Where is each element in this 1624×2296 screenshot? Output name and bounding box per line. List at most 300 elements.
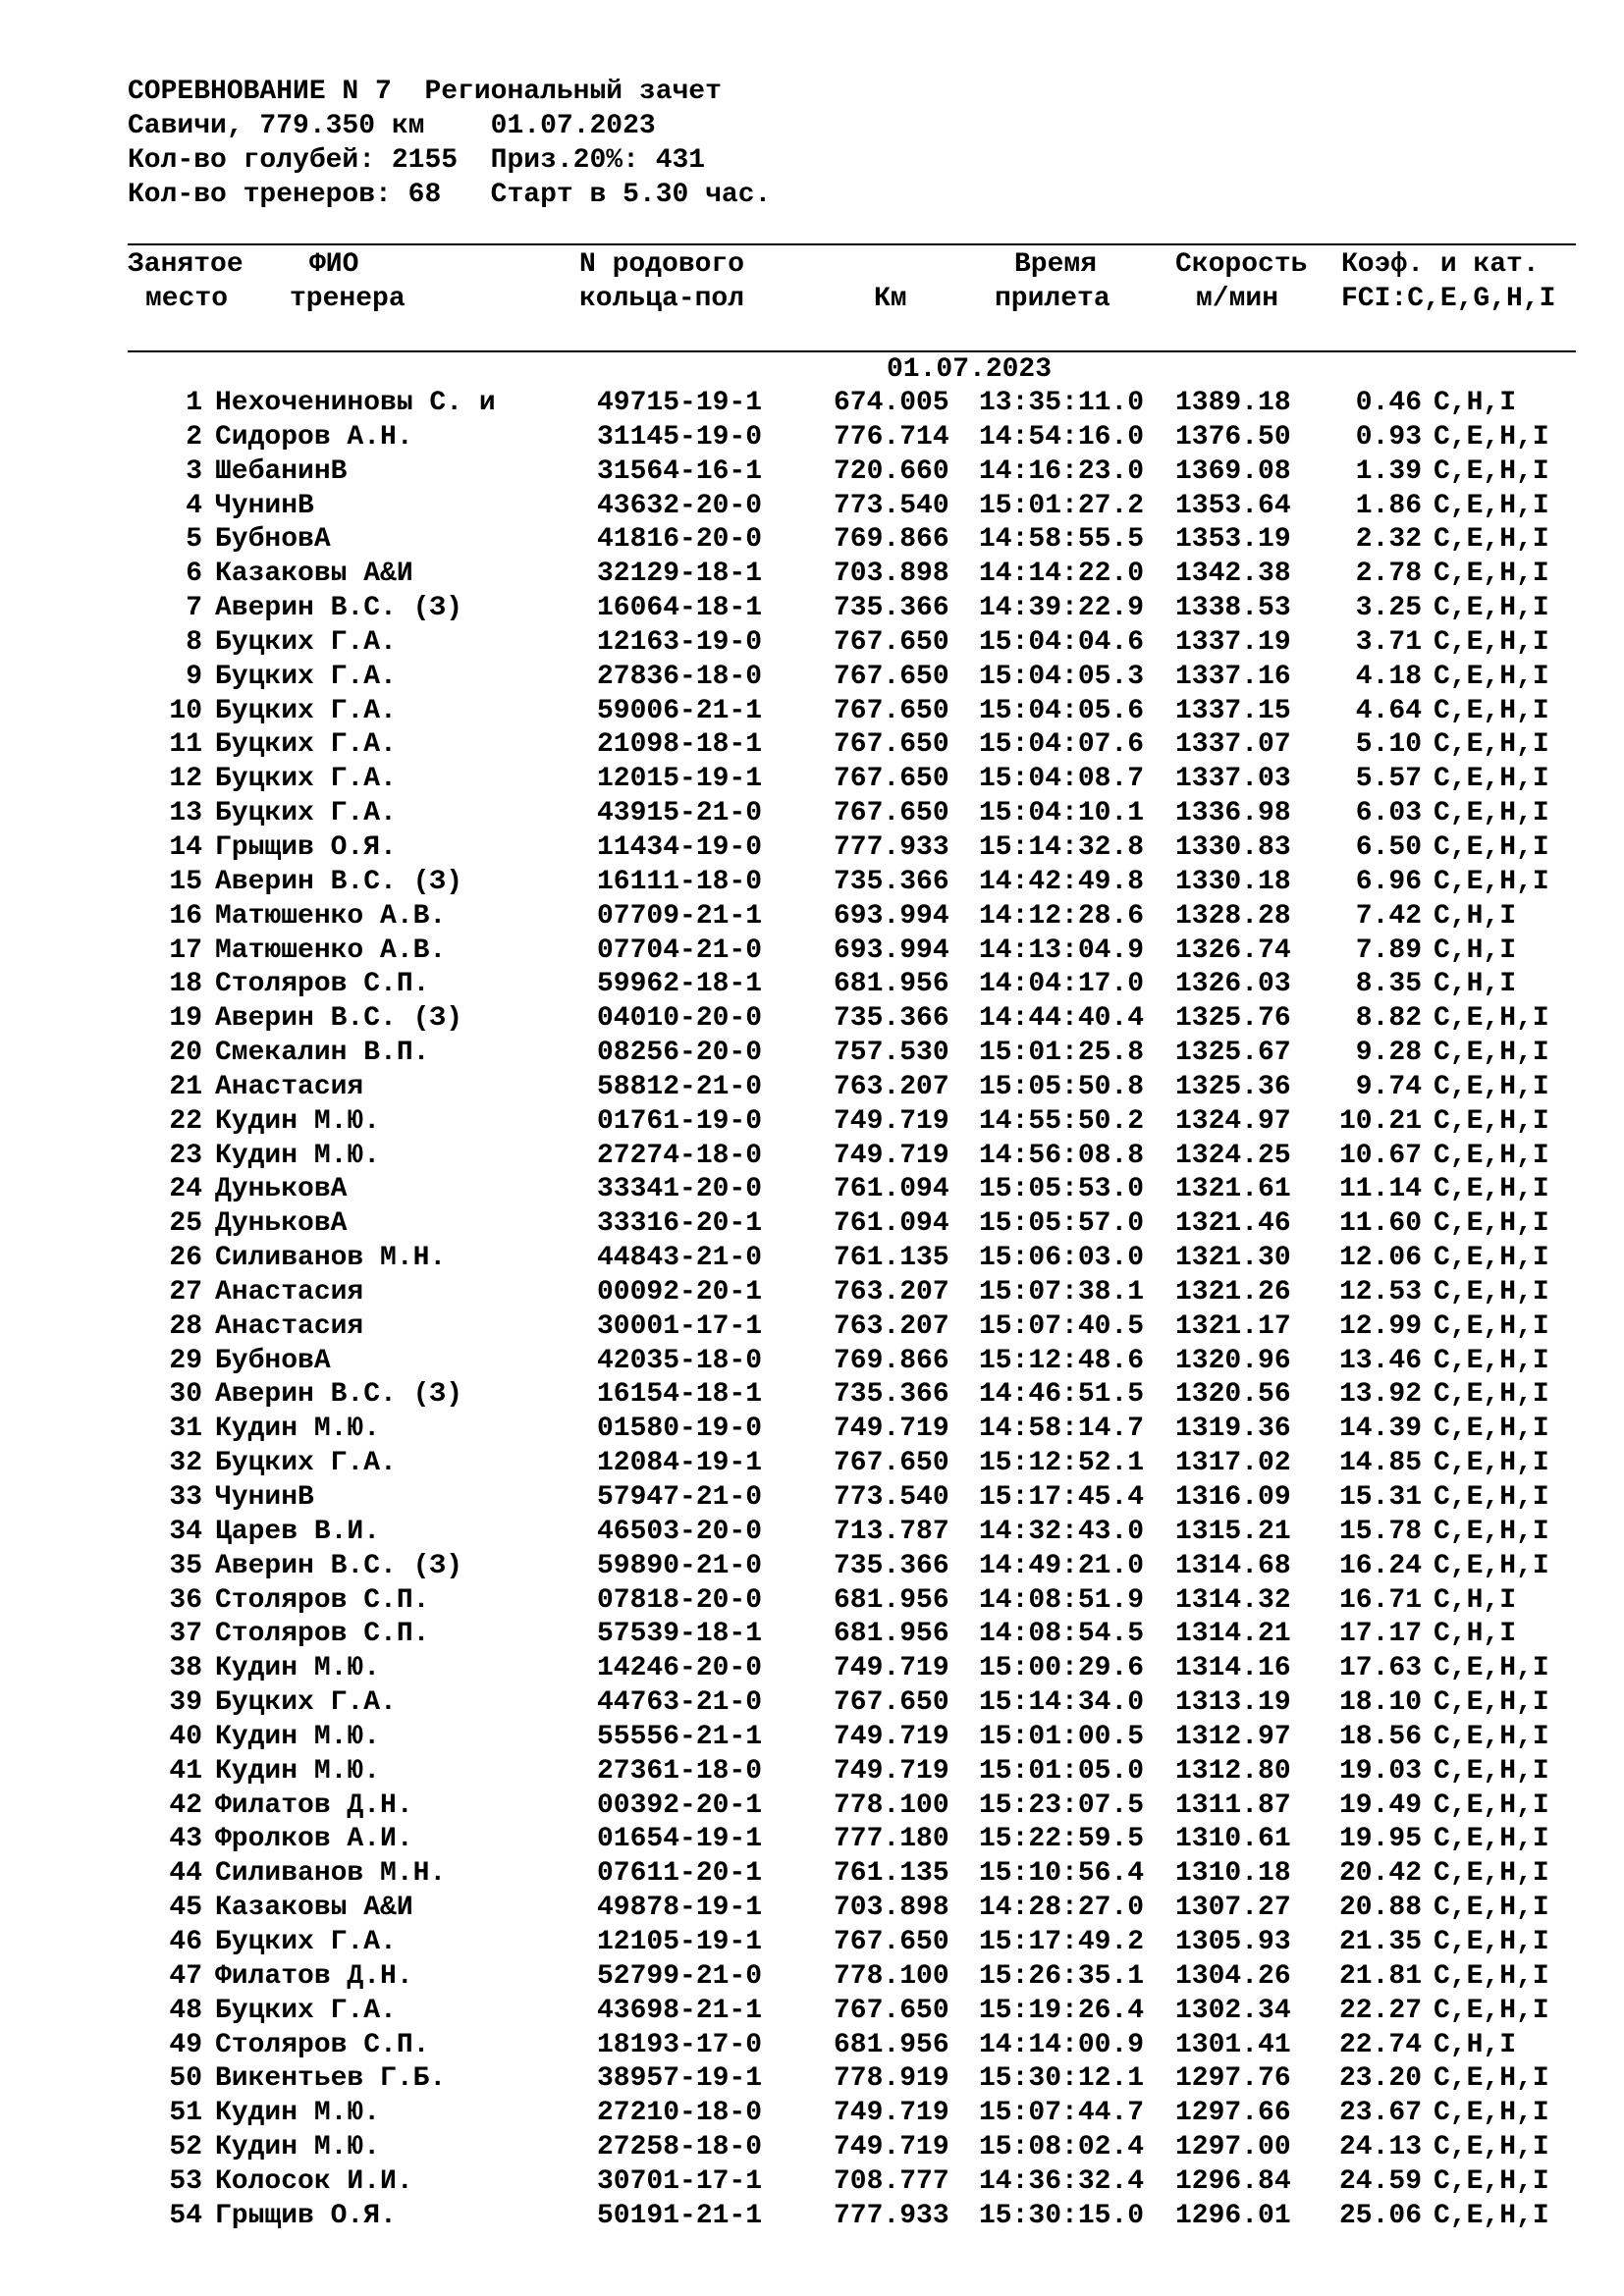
cell-name: Кудин М.Ю. [215,2132,381,2163]
cell-coef: 4.64 [1355,695,1422,726]
cell-time: 14:58:14.7 [979,1414,1145,1445]
cell-ring: 16111-18-0 [597,866,763,897]
cell-name: Царев В.И. [215,1516,381,1547]
col-name-label-2: тренера [290,284,406,314]
cell-time: 14:08:51.9 [979,1584,1145,1616]
cell-place: 23 [169,1140,202,1171]
cell-time: 15:08:02.4 [979,2132,1145,2163]
table-row [128,1686,1576,1721]
cell-speed: 1316.09 [1175,1482,1291,1513]
cell-place: 50 [169,2063,202,2095]
cell-cat: C,E,H,I [1434,1448,1549,1479]
cell-speed: 1337.16 [1175,661,1291,692]
cell-name: Кудин М.Ю. [215,1653,381,1684]
cell-time: 15:04:08.7 [979,764,1145,795]
cell-place: 19 [169,1003,202,1035]
cell-km: 767.650 [834,661,949,692]
cell-km: 735.366 [834,1003,949,1035]
cell-speed: 1304.26 [1175,1960,1291,1992]
table-row [128,695,1576,729]
cell-ring: 07818-20-0 [597,1584,763,1616]
cell-km: 763.207 [834,1276,949,1308]
cell-time: 15:14:32.8 [979,831,1145,863]
table-row [128,1413,1576,1447]
table-row [128,831,1576,866]
cell-name: Аверин В.С. (З) [215,1550,463,1581]
col-speed-label-2: м/мин [1196,284,1279,314]
cell-speed: 1317.02 [1175,1448,1291,1479]
cell-coef: 3.71 [1355,626,1422,658]
cell-km: 735.366 [834,593,949,624]
cell-cat: C,E,H,I [1434,729,1549,761]
cell-km: 776.714 [834,421,949,453]
cell-cat: C,H,I [1434,2029,1517,2060]
cell-coef: 9.28 [1355,1038,1422,1069]
cell-speed: 1337.15 [1175,695,1291,726]
cell-ring: 27274-18-0 [597,1140,763,1171]
cell-time: 15:30:15.0 [979,2200,1145,2231]
cell-ring: 01761-19-0 [597,1105,763,1137]
cell-place: 27 [169,1276,202,1308]
cell-speed: 1311.87 [1175,1789,1291,1821]
cell-coef: 13.46 [1338,1345,1422,1376]
cell-km: 674.005 [834,388,949,418]
cell-cat: C,H,I [1434,969,1517,1000]
cell-name: Буцких Г.А. [215,661,397,692]
table-row [128,728,1576,763]
cell-cat: C,E,H,I [1434,866,1549,897]
cell-coef: 4.18 [1355,661,1422,692]
cell-name: Аверин В.С. (З) [215,593,463,624]
cell-time: 14:28:27.0 [979,1893,1145,1924]
cell-place: 17 [169,934,202,966]
cell-km: 767.650 [834,626,949,658]
cell-km: 703.898 [834,559,949,590]
cell-km: 761.135 [834,1243,949,1274]
table-row [128,1105,1576,1140]
cell-name: Матюшенко А.В. [215,900,447,932]
cell-coef: 0.46 [1355,388,1422,418]
cell-time: 15:17:49.2 [979,1926,1145,1957]
cell-place: 32 [169,1448,202,1479]
cell-coef: 21.81 [1338,1960,1422,1992]
table-row [128,934,1576,969]
cell-time: 14:56:08.8 [979,1140,1145,1171]
cell-name: Аверин В.С. (З) [215,1379,463,1411]
cell-ring: 52799-21-0 [597,1960,763,1992]
cell-ring: 44763-21-0 [597,1687,763,1719]
cell-name: ЧунинВ [215,490,314,521]
cell-place: 44 [169,1858,202,1890]
cell-time: 15:10:56.4 [979,1858,1145,1890]
header-top-rule [128,243,1576,245]
cell-km: 693.994 [834,934,949,966]
cell-km: 767.650 [834,729,949,761]
cell-ring: 49878-19-1 [597,1893,763,1924]
cell-ring: 12084-19-1 [597,1448,763,1479]
cell-cat: C,E,H,I [1434,831,1549,863]
cell-km: 735.366 [834,1550,949,1581]
cell-cat: C,E,H,I [1434,1310,1549,1342]
cell-coef: 9.74 [1355,1071,1422,1102]
cell-place: 3 [186,455,202,487]
cell-coef: 19.49 [1338,1789,1422,1821]
table-row [128,2200,1576,2234]
table-row [128,1447,1576,1481]
cell-speed: 1296.84 [1175,2165,1291,2197]
cell-speed: 1321.61 [1175,1174,1291,1205]
cell-km: 749.719 [834,1414,949,1445]
cell-speed: 1338.53 [1175,593,1291,624]
cell-km: 749.719 [834,2132,949,2163]
cell-coef: 11.14 [1338,1174,1422,1205]
cell-name: Нехочениновы С. и [215,388,496,418]
cell-speed: 1337.03 [1175,764,1291,795]
cell-place: 13 [169,798,202,829]
cell-time: 15:07:44.7 [979,2098,1145,2129]
cell-ring: 00392-20-1 [597,1789,763,1821]
cell-km: 681.956 [834,1619,949,1650]
cell-name: ЧунинВ [215,1482,314,1513]
cell-time: 15:01:25.8 [979,1038,1145,1069]
cell-ring: 58812-21-0 [597,1071,763,1102]
cell-speed: 1369.08 [1175,455,1291,487]
cell-ring: 12015-19-1 [597,764,763,795]
cell-time: 15:17:45.4 [979,1482,1145,1513]
cell-name: ДуньковА [215,1208,348,1240]
cell-km: 681.956 [834,2029,949,2060]
cell-cat: C,E,H,I [1434,1687,1549,1719]
competition-header [128,75,1581,212]
cell-name: Буцких Г.А. [215,1995,397,2026]
cell-cat: C,E,H,I [1434,1174,1549,1205]
cell-name: Грыщив О.Я. [215,2200,397,2231]
cell-coef: 12.53 [1338,1276,1422,1308]
cell-coef: 19.03 [1338,1755,1422,1787]
cell-place: 37 [169,1619,202,1650]
table-row [128,2165,1576,2200]
cell-place: 10 [169,695,202,726]
cell-name: Анастасия [215,1310,364,1342]
cell-cat: C,E,H,I [1434,1926,1549,1957]
cell-name: Буцких Г.А. [215,1687,397,1719]
cell-cat: C,E,H,I [1434,695,1549,726]
cell-speed: 1297.76 [1175,2063,1291,2095]
cell-time: 15:05:53.0 [979,1174,1145,1205]
cell-km: 767.650 [834,695,949,726]
cell-coef: 24.59 [1338,2165,1422,2197]
cell-time: 14:32:43.0 [979,1516,1145,1547]
cell-speed: 1320.96 [1175,1345,1291,1376]
cell-speed: 1319.36 [1175,1414,1291,1445]
cell-ring: 27836-18-0 [597,661,763,692]
cell-time: 15:07:40.5 [979,1310,1145,1342]
cell-place: 53 [169,2165,202,2197]
cell-name: Сидоров А.Н. [215,421,413,453]
cell-time: 15:19:26.4 [979,1995,1145,2026]
cell-cat: C,H,I [1434,900,1517,932]
cell-coef: 5.57 [1355,764,1422,795]
cell-cat: C,E,H,I [1434,1003,1549,1035]
cell-coef: 18.56 [1338,1721,1422,1752]
cell-place: 11 [169,729,202,761]
col-time-label-2: прилета [995,284,1110,314]
cell-place: 49 [169,2029,202,2060]
cell-speed: 1330.18 [1175,866,1291,897]
trainer-count-line: Кол-во тренеров: 68 Старт в 5.30 час. [128,180,772,210]
cell-cat: C,E,H,I [1434,2165,1549,2197]
cell-ring: 08256-20-0 [597,1038,763,1069]
table-row [128,1995,1576,2029]
table-row [128,1584,1576,1619]
cell-coef: 6.50 [1355,831,1422,863]
cell-coef: 17.17 [1338,1619,1422,1650]
cell-cat: C,E,H,I [1434,661,1549,692]
cell-name: Буцких Г.А. [215,1448,397,1479]
cell-name: ШебанинВ [215,455,348,487]
cell-coef: 16.71 [1338,1584,1422,1616]
cell-ring: 43915-21-0 [597,798,763,829]
cell-cat: C,E,H,I [1434,421,1549,453]
cell-cat: C,E,H,I [1434,2132,1549,2163]
cell-cat: C,E,H,I [1434,1755,1549,1787]
cell-speed: 1376.50 [1175,421,1291,453]
table-row [128,1002,1576,1037]
cell-ring: 30701-17-1 [597,2165,763,2197]
cell-km: 763.207 [834,1071,949,1102]
cell-name: Матюшенко А.В. [215,934,447,966]
cell-coef: 0.93 [1355,421,1422,453]
cell-place: 31 [169,1414,202,1445]
cell-coef: 5.10 [1355,729,1422,761]
table-row [128,592,1576,626]
cell-place: 41 [169,1755,202,1787]
table-row [128,1618,1576,1652]
cell-speed: 1301.41 [1175,2029,1291,2060]
cell-time: 14:14:22.0 [979,559,1145,590]
cell-place: 5 [186,524,202,556]
cell-name: Кудин М.Ю. [215,1755,381,1787]
cell-time: 14:04:17.0 [979,969,1145,1000]
cell-speed: 1353.19 [1175,524,1291,556]
cell-speed: 1325.76 [1175,1003,1291,1035]
cell-place: 42 [169,1789,202,1821]
cell-place: 47 [169,1960,202,1992]
cell-name: Казаковы А&И [215,1893,413,1924]
cell-coef: 7.42 [1355,900,1422,932]
cell-cat: C,E,H,I [1434,1960,1549,1992]
cell-time: 14:54:16.0 [979,421,1145,453]
cell-ring: 07709-21-1 [597,900,763,932]
cell-speed: 1314.21 [1175,1619,1291,1650]
cell-km: 777.933 [834,831,949,863]
cell-coef: 14.39 [1338,1414,1422,1445]
table-row [128,1755,1576,1789]
cell-cat: C,E,H,I [1434,1379,1549,1411]
cell-time: 15:04:07.6 [979,729,1145,761]
cell-time: 14:58:55.5 [979,524,1145,556]
cell-km: 778.100 [834,1960,949,1992]
cell-coef: 15.31 [1338,1482,1422,1513]
cell-place: 38 [169,1653,202,1684]
col-place-label-1: Занятое [128,249,244,280]
cell-speed: 1314.16 [1175,1653,1291,1684]
cell-ring: 00092-20-1 [597,1276,763,1308]
cell-speed: 1336.98 [1175,798,1291,829]
cell-ring: 16064-18-1 [597,593,763,624]
cell-coef: 16.24 [1338,1550,1422,1581]
release-point-line: Савичи, 779.350 км 01.07.2023 [128,111,656,141]
cell-ring: 50191-21-1 [597,2200,763,2231]
competition-title: СОРЕВНОВАНИЕ N 7 Региональный зачет [128,77,722,107]
cell-km: 749.719 [834,1755,949,1787]
cell-coef: 19.95 [1338,1824,1422,1855]
table-row [128,1242,1576,1276]
cell-place: 12 [169,764,202,795]
table-row [128,1823,1576,1857]
cell-speed: 1310.18 [1175,1858,1291,1890]
cell-ring: 21098-18-1 [597,729,763,761]
cell-cat: C,E,H,I [1434,798,1549,829]
col-place-label-2: место [145,284,229,314]
table-row [128,1789,1576,1824]
cell-cat: C,E,H,I [1434,1105,1549,1137]
table-row [128,2097,1576,2131]
cell-name: Грыщив О.Я. [215,831,397,863]
cell-coef: 8.35 [1355,969,1422,1000]
cell-name: Анастасия [215,1276,364,1308]
cell-cat: C,E,H,I [1434,1789,1549,1821]
cell-ring: 12163-19-0 [597,626,763,658]
cell-km: 778.919 [834,2063,949,2095]
cell-place: 40 [169,1721,202,1752]
cell-place: 4 [186,490,202,521]
cell-place: 51 [169,2098,202,2129]
cell-ring: 43698-21-1 [597,1995,763,2026]
cell-km: 761.094 [834,1208,949,1240]
cell-km: 749.719 [834,2098,949,2129]
cell-place: 46 [169,1926,202,1957]
cell-cat: C,E,H,I [1434,1243,1549,1274]
cell-time: 15:04:05.3 [979,661,1145,692]
cell-km: 767.650 [834,1687,949,1719]
table-row [128,1310,1576,1345]
cell-ring: 33341-20-0 [597,1174,763,1205]
table-row [128,797,1576,831]
cell-speed: 1325.67 [1175,1038,1291,1069]
cell-ring: 38957-19-1 [597,2063,763,2095]
cell-place: 54 [169,2200,202,2231]
cell-coef: 1.39 [1355,455,1422,487]
cell-place: 22 [169,1105,202,1137]
cell-cat: C,H,I [1434,388,1517,418]
cell-coef: 22.74 [1338,2029,1422,2060]
col-ring-label-1: N родового [579,249,745,280]
table-row [128,968,1576,1002]
cell-name: Кудин М.Ю. [215,1414,381,1445]
col-coef-label-1: Коэф. и кат. [1341,249,1540,280]
cell-coef: 2.78 [1355,559,1422,590]
table-row [128,1892,1576,1926]
cell-cat: C,E,H,I [1434,1721,1549,1752]
table-row [128,1516,1576,1550]
cell-place: 35 [169,1550,202,1581]
cell-time: 15:01:05.0 [979,1755,1145,1787]
cell-name: Смекалин В.П. [215,1038,430,1069]
table-row [128,1378,1576,1413]
cell-coef: 15.78 [1338,1516,1422,1547]
cell-ring: 41816-20-0 [597,524,763,556]
cell-ring: 46503-20-0 [597,1516,763,1547]
cell-coef: 7.89 [1355,934,1422,966]
cell-km: 773.540 [834,490,949,521]
table-row [128,1550,1576,1584]
cell-name: Викентьев Г.Б. [215,2063,447,2095]
cell-ring: 14246-20-0 [597,1653,763,1684]
cell-cat: C,E,H,I [1434,1414,1549,1445]
cell-time: 14:49:21.0 [979,1550,1145,1581]
cell-ring: 07704-21-0 [597,934,763,966]
cell-place: 48 [169,1995,202,2026]
cell-place: 21 [169,1071,202,1102]
table-row [128,1926,1576,1960]
cell-coef: 12.06 [1338,1243,1422,1274]
cell-name: Столяров С.П. [215,969,430,1000]
cell-place: 18 [169,969,202,1000]
cell-name: Силиванов М.Н. [215,1858,447,1890]
cell-ring: 30001-17-1 [597,1310,763,1342]
table-row [128,421,1576,455]
cell-time: 14:08:54.5 [979,1619,1145,1650]
cell-cat: C,E,H,I [1434,2200,1549,2231]
cell-time: 15:22:59.5 [979,1824,1145,1855]
table-row [128,1037,1576,1071]
cell-cat: C,E,H,I [1434,1893,1549,1924]
cell-time: 15:05:57.0 [979,1208,1145,1240]
cell-place: 15 [169,866,202,897]
cell-place: 16 [169,900,202,932]
header-bottom-rule [128,350,1576,352]
table-row [128,558,1576,592]
cell-time: 15:30:12.1 [979,2063,1145,2095]
cell-cat: C,E,H,I [1434,2063,1549,2095]
table-row [128,1207,1576,1242]
cell-speed: 1342.38 [1175,559,1291,590]
cell-time: 13:35:11.0 [979,388,1145,418]
cell-time: 15:14:34.0 [979,1687,1145,1719]
cell-name: Буцких Г.А. [215,695,397,726]
cell-coef: 12.99 [1338,1310,1422,1342]
cell-place: 25 [169,1208,202,1240]
cell-km: 713.787 [834,1516,949,1547]
cell-km: 761.135 [834,1858,949,1890]
cell-km: 769.866 [834,524,949,556]
cell-cat: C,E,H,I [1434,1858,1549,1890]
table-row [128,1960,1576,1995]
cell-name: Анастасия [215,1071,364,1102]
cell-cat: C,E,H,I [1434,524,1549,556]
cell-ring: 42035-18-0 [597,1345,763,1376]
results-table [128,387,1576,2234]
cell-ring: 12105-19-1 [597,1926,763,1957]
cell-speed: 1312.97 [1175,1721,1291,1752]
cell-time: 15:26:35.1 [979,1960,1145,1992]
cell-cat: C,E,H,I [1434,1071,1549,1102]
cell-ring: 55556-21-1 [597,1721,763,1752]
cell-speed: 1328.28 [1175,900,1291,932]
cell-time: 15:06:03.0 [979,1243,1145,1274]
cell-time: 15:05:50.8 [979,1071,1145,1102]
